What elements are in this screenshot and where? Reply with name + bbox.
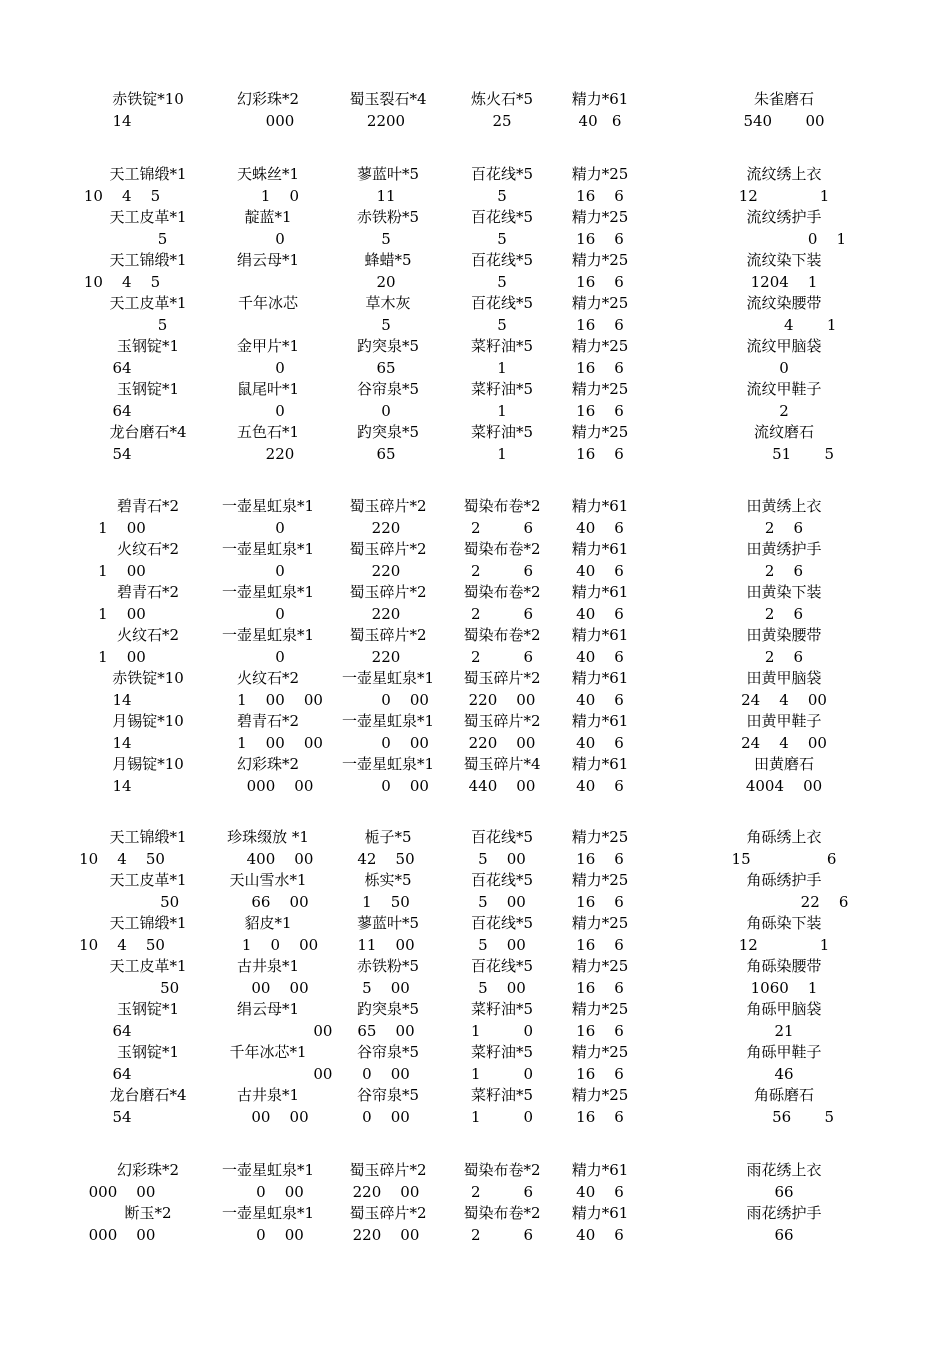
material-1-name: 天工皮革*1: [109, 208, 187, 226]
material-4-name: 菜籽油*5: [470, 423, 534, 441]
material-2-name: 一壶星虹泉*1: [221, 1204, 315, 1222]
material-1-value: 1 00: [98, 562, 146, 580]
energy-value: 16 6: [576, 893, 624, 911]
product-name: 流纹染下装: [746, 251, 822, 269]
material-1-value: 64: [112, 1065, 132, 1083]
material-3-value: 20: [376, 273, 396, 291]
material-3-value: 220: [371, 605, 401, 623]
material-2-name: 一壶星虹泉*1: [221, 540, 315, 558]
material-4-name: 菜籽油*5: [470, 337, 534, 355]
product-name: 流纹绣上衣: [746, 165, 822, 183]
material-4-name: 菜籽油*5: [470, 1043, 534, 1061]
product-value: 15 6: [731, 850, 837, 868]
material-1-value: 10 4 50: [79, 936, 165, 954]
material-4-name: 百花线*5: [470, 914, 534, 932]
material-2-value: 1 00 00: [237, 734, 323, 752]
product-value: 2 6: [764, 519, 804, 537]
material-4-value: 2 6: [471, 1226, 533, 1244]
product-value: 66: [774, 1183, 794, 1201]
product-name: 雨花绣护手: [746, 1204, 822, 1222]
material-1-name: 碧青石*2: [116, 497, 180, 515]
material-4-name: 百花线*5: [470, 957, 534, 975]
material-1-value: 14: [112, 112, 132, 130]
product-value: 2 6: [764, 562, 804, 580]
energy-value: 16 6: [576, 445, 624, 463]
energy-value: 40 6: [576, 605, 624, 623]
energy-value: 16 6: [576, 402, 624, 420]
material-2-name: 一壶星虹泉*1: [221, 583, 315, 601]
energy-name: 精力*61: [571, 540, 629, 558]
energy-name: 精力*25: [571, 957, 629, 975]
product-name: 田黄绣上衣: [746, 497, 822, 515]
material-4-value: 5: [497, 230, 507, 248]
product-name: 流纹染腰带: [746, 294, 822, 312]
material-1-value: 50: [64, 979, 180, 997]
material-1-name: 天工锦缎*1: [109, 251, 187, 269]
material-4-value: 5: [497, 187, 507, 205]
material-3-name: 蜀玉碎片*2: [349, 497, 427, 515]
material-4-value: 2 6: [471, 519, 533, 537]
product-value: 2: [779, 402, 789, 420]
energy-name: 精力*61: [571, 1161, 629, 1179]
material-1-name: 龙台磨石*4: [109, 423, 187, 441]
material-3-name: 赤铁粉*5: [356, 208, 420, 226]
material-3-name: 蜀玉碎片*2: [349, 626, 427, 644]
material-4-value: 440 00: [468, 777, 536, 795]
material-2-name: 一壶星虹泉*1: [221, 497, 315, 515]
material-1-value: 64: [112, 359, 132, 377]
material-4-value: 1: [497, 445, 507, 463]
energy-name: 精力*25: [571, 208, 629, 226]
material-2-name: 鼠尾叶*1: [236, 380, 300, 398]
material-1-name: 幻彩珠*2: [116, 1161, 180, 1179]
material-1-name: 碧青石*2: [116, 583, 180, 601]
material-4-name: 百花线*5: [470, 828, 534, 846]
material-4-name: 菜籽油*5: [470, 380, 534, 398]
material-4-name: 蜀染布卷*2: [463, 583, 541, 601]
material-1-name: 玉钢锭*1: [116, 380, 180, 398]
material-1-value: 10 4 50: [79, 850, 165, 868]
material-2-value: 0 00: [256, 1183, 304, 1201]
product-value: 51 5: [733, 445, 835, 463]
material-3-name: 蜀玉裂石*4: [349, 90, 427, 108]
material-1-value: 14: [112, 691, 132, 709]
material-3-name: 蜀玉碎片*2: [349, 1161, 427, 1179]
material-4-name: 百花线*5: [470, 165, 534, 183]
product-value: 24 4 00: [741, 691, 827, 709]
material-3-value: 0 00: [343, 691, 429, 709]
energy-value: 40 6: [576, 734, 624, 752]
material-2-name: 古井泉*1: [236, 1086, 300, 1104]
energy-name: 精力*61: [571, 1204, 629, 1222]
material-2-value: 400 00: [246, 850, 314, 868]
material-4-value: 1: [497, 402, 507, 420]
material-1-name: 火纹石*2: [116, 626, 180, 644]
material-1-value: 000 00: [88, 1226, 156, 1244]
material-3-value: 220 00: [352, 1226, 420, 1244]
product-name: 角砾磨石: [753, 1086, 815, 1104]
energy-value: 40 6: [576, 1226, 624, 1244]
material-3-value: 5: [381, 230, 391, 248]
material-4-value: 5: [497, 273, 507, 291]
material-4-name: 蜀染布卷*2: [463, 626, 541, 644]
product-name: 角砾染下装: [746, 914, 822, 932]
product-name: 朱雀磨石: [753, 90, 815, 108]
product-name: 田黄染下装: [746, 583, 822, 601]
product-name: 角砾绣护手: [746, 871, 822, 889]
material-2-name: 幻彩珠*2: [236, 90, 300, 108]
material-4-value: 220 00: [468, 691, 536, 709]
material-2-value: 0: [275, 648, 285, 666]
product-name: 流纹磨石: [753, 423, 815, 441]
energy-value: 16 6: [576, 936, 624, 954]
material-3-name: 蜀玉碎片*2: [349, 583, 427, 601]
energy-value: 16 6: [576, 316, 624, 334]
product-name: 雨花绣上衣: [746, 1161, 822, 1179]
material-4-value: 1 0: [471, 1108, 533, 1126]
product-value: 12 1: [738, 936, 830, 954]
product-name: 田黄磨石: [753, 755, 815, 773]
material-2-name: 五色石*1: [236, 423, 300, 441]
material-4-value: 2 6: [471, 1183, 533, 1201]
material-1-name: 天工皮革*1: [109, 957, 187, 975]
material-4-value: 2 6: [471, 562, 533, 580]
material-2-name: 靛蓝*1: [244, 208, 292, 226]
material-1-value: 1 00: [98, 605, 146, 623]
energy-name: 精力*61: [571, 583, 629, 601]
energy-name: 精力*25: [571, 914, 629, 932]
material-2-value: 00: [227, 1065, 333, 1083]
material-3-value: 2200: [366, 112, 406, 130]
material-4-name: 菜籽油*5: [470, 1000, 534, 1018]
material-3-name: 蜀玉碎片*2: [349, 540, 427, 558]
material-1-name: 玉钢锭*1: [116, 1043, 180, 1061]
material-3-value: 0 00: [362, 1108, 410, 1126]
material-2-value: 00 00: [251, 1108, 309, 1126]
product-value: 56 5: [733, 1108, 835, 1126]
material-3-name: 趵突泉*5: [356, 1000, 420, 1018]
material-2-value: 0: [275, 605, 285, 623]
material-3-value: 65: [376, 359, 396, 377]
energy-value: 16 6: [576, 230, 624, 248]
material-2-value: 1 00 00: [237, 691, 323, 709]
product-name: 流纹甲鞋子: [746, 380, 822, 398]
material-3-name: 一壶星虹泉*1: [341, 755, 435, 773]
material-2-value: 00 00: [251, 979, 309, 997]
material-3-value: 11 00: [357, 936, 415, 954]
material-4-name: 百花线*5: [470, 208, 534, 226]
energy-value: 16 6: [576, 1108, 624, 1126]
material-3-value: 0 00: [343, 777, 429, 795]
material-4-name: 百花线*5: [470, 294, 534, 312]
energy-value: 40 6: [576, 519, 624, 537]
energy-name: 精力*25: [571, 1086, 629, 1104]
material-2-value: 00: [227, 1022, 333, 1040]
material-2-name: 火纹石*2: [236, 669, 300, 687]
material-4-value: 1 0: [471, 1022, 533, 1040]
material-2-name: 绢云母*1: [236, 1000, 300, 1018]
material-3-name: 蓼蓝叶*5: [356, 165, 420, 183]
material-2-value: 000: [265, 112, 295, 130]
material-2-name: 幻彩珠*2: [236, 755, 300, 773]
material-2-value: 0: [275, 519, 285, 537]
product-name: 田黄甲鞋子: [746, 712, 822, 730]
material-3-value: 0: [381, 402, 391, 420]
material-1-value: 5: [76, 316, 168, 334]
material-3-name: 栎实*5: [364, 871, 412, 889]
energy-value: 16 6: [576, 273, 624, 291]
material-4-name: 炼火石*5: [470, 90, 534, 108]
energy-name: 精力*61: [571, 90, 629, 108]
material-1-name: 天工锦缎*1: [109, 914, 187, 932]
material-3-value: 0 00: [362, 1065, 410, 1083]
material-1-value: 64: [112, 402, 132, 420]
material-3-value: 220: [371, 519, 401, 537]
energy-name: 精力*25: [571, 1000, 629, 1018]
material-4-value: 5: [497, 316, 507, 334]
material-1-value: 54: [112, 1108, 132, 1126]
material-3-value: 65: [376, 445, 396, 463]
material-1-name: 玉钢锭*1: [116, 337, 180, 355]
material-3-name: 草木灰: [365, 294, 411, 312]
energy-name: 精力*25: [571, 165, 629, 183]
material-4-value: 5 00: [478, 893, 526, 911]
material-4-value: 220 00: [468, 734, 536, 752]
product-name: 角砾染腰带: [746, 957, 822, 975]
material-2-name: 千年冰芯*1: [229, 1043, 307, 1061]
material-1-value: 54: [112, 445, 132, 463]
material-3-name: 蜀玉碎片*2: [349, 1204, 427, 1222]
material-2-name: 一壶星虹泉*1: [221, 1161, 315, 1179]
energy-value: 40 6: [576, 777, 624, 795]
product-name: 角砾甲脑袋: [746, 1000, 822, 1018]
material-1-value: 64: [112, 1022, 132, 1040]
product-value: 0 1: [722, 230, 846, 248]
product-name: 流纹甲脑袋: [746, 337, 822, 355]
material-3-name: 谷帘泉*5: [356, 1043, 420, 1061]
material-4-name: 蜀染布卷*2: [463, 497, 541, 515]
material-3-name: 趵突泉*5: [356, 337, 420, 355]
material-4-value: 5 00: [478, 850, 526, 868]
material-4-value: 2 6: [471, 605, 533, 623]
material-3-name: 栀子*5: [364, 828, 412, 846]
material-1-name: 月锡锭*10: [112, 712, 184, 730]
material-2-name: 碧青石*2: [236, 712, 300, 730]
product-value: 46: [774, 1065, 794, 1083]
material-3-name: 一壶星虹泉*1: [341, 669, 435, 687]
energy-value: 40 6: [576, 1183, 624, 1201]
product-name: 流纹绣护手: [746, 208, 822, 226]
material-4-value: 5 00: [478, 979, 526, 997]
product-name: 角砾甲鞋子: [746, 1043, 822, 1061]
material-3-value: 5: [381, 316, 391, 334]
material-4-value: 1: [497, 359, 507, 377]
energy-name: 精力*61: [571, 755, 629, 773]
product-value: 1060 1: [750, 979, 818, 997]
energy-value: 40 6: [578, 112, 622, 130]
material-3-value: 5 00: [362, 979, 410, 997]
material-3-value: 220 00: [352, 1183, 420, 1201]
energy-name: 精力*61: [571, 669, 629, 687]
material-2-name: 貂皮*1: [244, 914, 292, 932]
material-4-value: 25: [492, 112, 512, 130]
material-1-name: 天工锦缎*1: [109, 828, 187, 846]
material-2-value: 0: [275, 230, 285, 248]
product-value: 66: [774, 1226, 794, 1244]
material-4-name: 百花线*5: [470, 251, 534, 269]
material-2-value: 0 00: [256, 1226, 304, 1244]
material-2-name: 绢云母*1: [236, 251, 300, 269]
material-3-name: 趵突泉*5: [356, 423, 420, 441]
product-value: 2 6: [764, 605, 804, 623]
material-1-value: 50: [64, 893, 180, 911]
energy-value: 16 6: [576, 359, 624, 377]
energy-name: 精力*25: [571, 380, 629, 398]
material-4-name: 百花线*5: [470, 871, 534, 889]
energy-name: 精力*25: [571, 294, 629, 312]
material-2-value: 0: [275, 359, 285, 377]
energy-value: 16 6: [576, 850, 624, 868]
material-2-value: 1 0 00: [241, 936, 319, 954]
material-3-name: 一壶星虹泉*1: [341, 712, 435, 730]
material-3-name: 谷帘泉*5: [356, 380, 420, 398]
material-3-name: 谷帘泉*5: [356, 1086, 420, 1104]
material-1-name: 断玉*2: [124, 1204, 172, 1222]
material-4-value: 1 0: [471, 1065, 533, 1083]
material-3-name: 蓼蓝叶*5: [356, 914, 420, 932]
material-2-name: 珍珠缀放 *1: [227, 828, 309, 846]
material-2-value: 0: [275, 562, 285, 580]
material-2-value: 220: [265, 445, 295, 463]
energy-value: 40 6: [576, 691, 624, 709]
material-1-name: 火纹石*2: [116, 540, 180, 558]
material-1-value: 1 00: [98, 519, 146, 537]
product-value: 12 1: [738, 187, 830, 205]
energy-name: 精力*25: [571, 828, 629, 846]
material-1-value: 1 00: [98, 648, 146, 666]
material-2-name: 古井泉*1: [236, 957, 300, 975]
material-1-name: 玉钢锭*1: [116, 1000, 180, 1018]
material-3-value: 42 50: [357, 850, 415, 868]
energy-name: 精力*61: [571, 626, 629, 644]
material-1-value: 000 00: [88, 1183, 156, 1201]
material-2-name: 金甲片*1: [236, 337, 300, 355]
material-2-name: 天山雪水*1: [229, 871, 307, 889]
material-1-name: 赤铁锭*10: [112, 90, 184, 108]
material-1-value: 10 4 5: [83, 273, 161, 291]
material-3-value: 0 00: [343, 734, 429, 752]
product-value: 0: [779, 359, 789, 377]
product-value: 4 1: [731, 316, 837, 334]
material-4-name: 蜀染布卷*2: [463, 1204, 541, 1222]
product-value: 1204 1: [750, 273, 818, 291]
energy-value: 16 6: [576, 187, 624, 205]
product-name: 田黄甲脑袋: [746, 669, 822, 687]
product-value: 4004 00: [745, 777, 823, 795]
material-1-name: 月锡锭*10: [112, 755, 184, 773]
material-1-value: 5: [76, 230, 168, 248]
material-3-value: 1 50: [362, 893, 410, 911]
material-2-name: 一壶星虹泉*1: [221, 626, 315, 644]
material-1-value: 14: [112, 734, 132, 752]
material-4-value: 2 6: [471, 648, 533, 666]
material-2-name: 天蛛丝*1: [236, 165, 300, 183]
product-name: 田黄染腰带: [746, 626, 822, 644]
material-1-value: 14: [112, 777, 132, 795]
energy-value: 40 6: [576, 648, 624, 666]
energy-name: 精力*25: [571, 337, 629, 355]
energy-name: 精力*25: [571, 423, 629, 441]
material-2-value: 1 0: [260, 187, 300, 205]
energy-value: 16 6: [576, 1065, 624, 1083]
material-1-name: 赤铁锭*10: [112, 669, 184, 687]
material-3-value: 220: [371, 562, 401, 580]
energy-name: 精力*61: [571, 497, 629, 515]
material-4-name: 蜀玉碎片*4: [463, 755, 541, 773]
material-3-value: 220: [371, 648, 401, 666]
product-value: 540 00: [743, 112, 825, 130]
energy-name: 精力*61: [571, 712, 629, 730]
material-4-name: 菜籽油*5: [470, 1086, 534, 1104]
product-name: 田黄绣护手: [746, 540, 822, 558]
product-value: 22 6: [719, 893, 849, 911]
energy-value: 16 6: [576, 1022, 624, 1040]
energy-name: 精力*25: [571, 871, 629, 889]
product-value: 2 6: [764, 648, 804, 666]
material-1-name: 天工皮革*1: [109, 871, 187, 889]
energy-value: 40 6: [576, 562, 624, 580]
material-4-value: 5 00: [478, 936, 526, 954]
product-value: 21: [774, 1022, 794, 1040]
energy-name: 精力*25: [571, 1043, 629, 1061]
material-4-name: 蜀染布卷*2: [463, 1161, 541, 1179]
material-2-value: 000 00: [246, 777, 314, 795]
material-1-name: 天工皮革*1: [109, 294, 187, 312]
product-name: 角砾绣上衣: [746, 828, 822, 846]
energy-value: 16 6: [576, 979, 624, 997]
material-2-value: 0: [275, 402, 285, 420]
material-3-name: 赤铁粉*5: [356, 957, 420, 975]
material-3-value: 11: [376, 187, 396, 205]
material-4-name: 蜀染布卷*2: [463, 540, 541, 558]
energy-name: 精力*25: [571, 251, 629, 269]
material-1-name: 天工锦缎*1: [109, 165, 187, 183]
material-3-name: 蜂蜡*5: [364, 251, 412, 269]
material-4-name: 蜀玉碎片*2: [463, 712, 541, 730]
material-2-name: 千年冰芯: [237, 294, 299, 312]
material-1-value: 10 4 5: [83, 187, 161, 205]
material-1-name: 龙台磨石*4: [109, 1086, 187, 1104]
material-4-name: 蜀玉碎片*2: [463, 669, 541, 687]
product-value: 24 4 00: [741, 734, 827, 752]
material-3-value: 65 00: [357, 1022, 415, 1040]
material-2-value: 66 00: [251, 893, 309, 911]
